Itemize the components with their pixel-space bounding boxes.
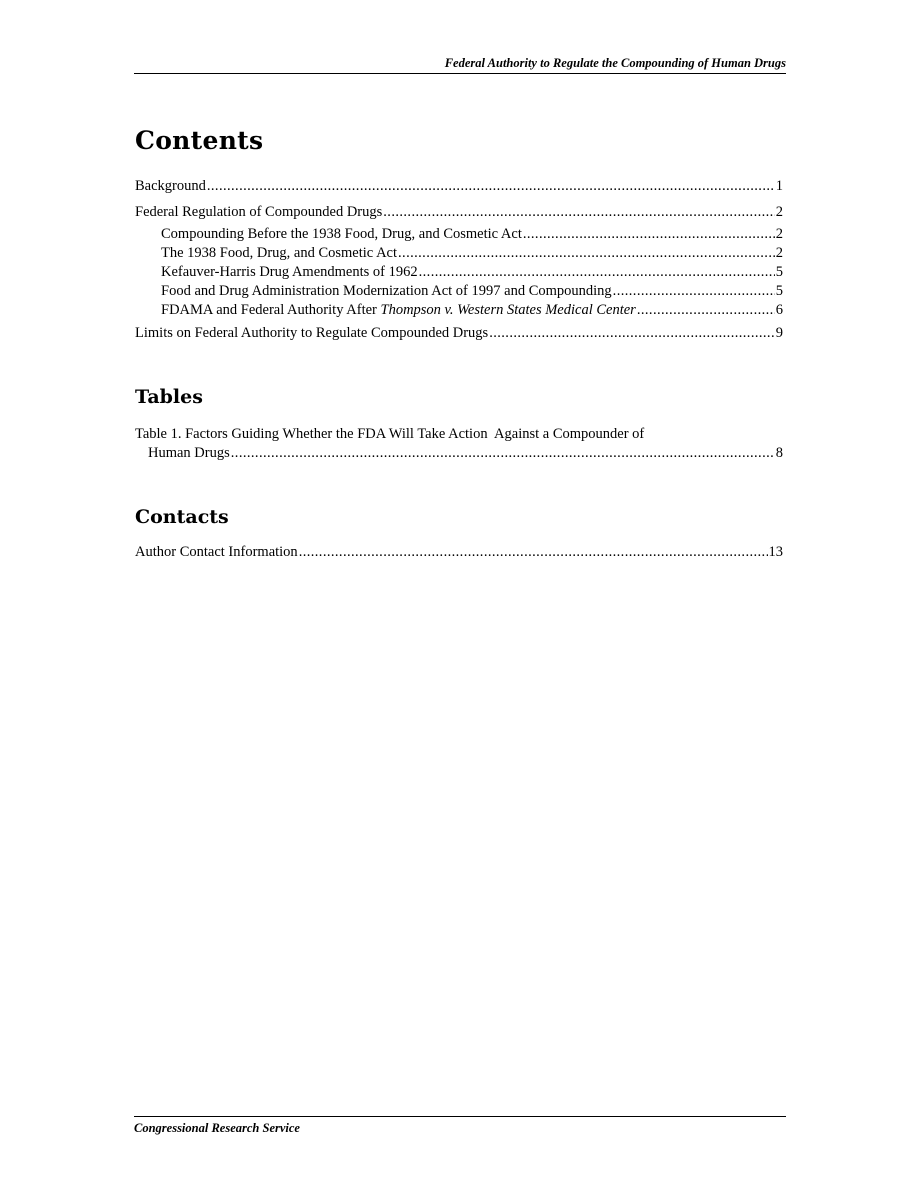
toc-entry-title: Author Contact Information <box>135 544 298 560</box>
toc-page-number: 2 <box>775 245 783 261</box>
toc-entry[interactable] <box>135 543 783 562</box>
dot-leader <box>523 225 775 244</box>
running-footer: Congressional Research Service <box>134 1116 786 1136</box>
running-header: Federal Authority to Regulate the Compounding of Human Drugs <box>134 56 786 74</box>
toc-page-number: 5 <box>775 264 783 280</box>
table-entry-title-cont: Human Drugs <box>148 445 230 461</box>
dot-leader <box>299 543 768 562</box>
toc-page-number: 8 <box>775 445 783 461</box>
toc-entry-title <box>161 301 636 320</box>
table-entry-title[interactable]: Table 1. Factors Guiding Whether the FDA Will Take Action Against a Compounder of <box>135 426 645 442</box>
dot-leader <box>398 244 775 263</box>
dot-leader <box>207 177 775 196</box>
toc-entry-title: The 1938 Food, Drug, and Cosmetic Act <box>161 245 398 261</box>
table-entry[interactable] <box>148 444 783 463</box>
toc-page-number: 6 <box>775 302 783 318</box>
toc-entry[interactable] <box>135 203 783 222</box>
toc-entry[interactable] <box>135 177 783 196</box>
toc-entry-title: Kefauver-Harris Drug Amendments of 1962 <box>161 264 418 280</box>
contacts-heading: Contacts <box>135 506 229 528</box>
toc-page-number: 9 <box>775 325 783 341</box>
toc-page-number: 13 <box>768 544 783 560</box>
dot-leader <box>231 444 775 463</box>
toc-page-number: 2 <box>775 204 783 220</box>
toc-page-number: 2 <box>775 226 783 242</box>
toc-entry[interactable] <box>135 324 783 343</box>
tables-heading: Tables <box>135 386 203 408</box>
toc-subentry[interactable] <box>161 282 783 301</box>
toc-entry-title: Limits on Federal Authority to Regulate Compounded Drugs <box>135 325 489 341</box>
toc-subentry[interactable] <box>161 301 783 320</box>
dot-leader <box>637 301 775 320</box>
dot-leader <box>613 282 775 301</box>
toc-subentry[interactable] <box>161 225 783 244</box>
toc-entry-title: Background <box>135 178 206 194</box>
toc-entry-title: Compounding Before the 1938 Food, Drug, and Cosmetic Act <box>161 226 522 242</box>
case-name: Thompson v. Western States Medical Center <box>380 302 636 318</box>
dot-leader <box>419 263 775 282</box>
toc-entry-title: Food and Drug Administration Modernization Act of 1997 and Compounding <box>161 283 612 299</box>
toc-page-number: 5 <box>775 283 783 299</box>
toc-entry-title-prefix: FDAMA and Federal Authority After <box>161 302 381 318</box>
contents-heading: Contents <box>135 126 264 155</box>
dot-leader <box>383 203 774 222</box>
toc-subentry[interactable] <box>161 263 783 282</box>
toc-entry-title: Federal Regulation of Compounded Drugs <box>135 204 383 220</box>
dot-leader <box>489 324 775 343</box>
toc-subentry[interactable] <box>161 244 783 263</box>
toc-page-number: 1 <box>775 178 783 194</box>
